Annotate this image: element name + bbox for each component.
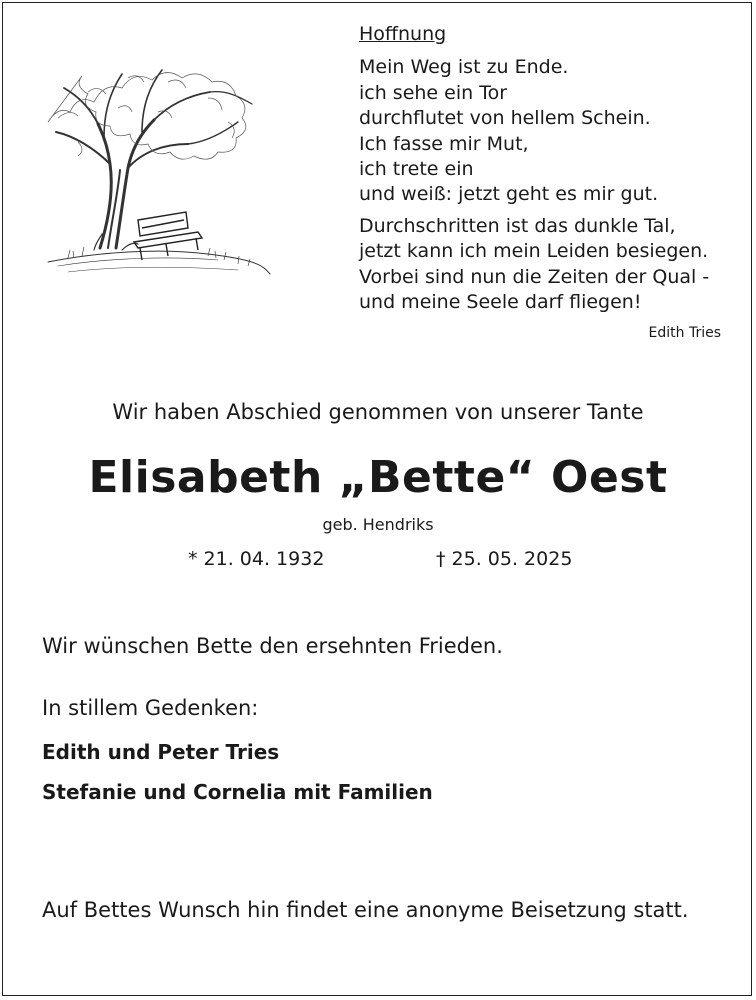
- poem-title: Hoffnung: [359, 23, 447, 45]
- tree-with-bench-icon: [38, 52, 274, 284]
- memory-text: In stillem Gedenken:: [42, 696, 259, 720]
- poem-line: Mein Weg ist zu Ende.: [359, 56, 569, 79]
- poem-line: durchflutet von hellem Schein.: [359, 107, 651, 130]
- poem-line: ich sehe ein Tor: [359, 81, 508, 104]
- intro-text: Wir haben Abschied genommen von unserer Tante: [112, 400, 644, 424]
- maiden-name: geb. Hendriks: [322, 515, 434, 534]
- poem-line: Ich fasse mir Mut,: [359, 132, 529, 155]
- poem-line: jetzt kann ich mein Leiden besiegen.: [359, 240, 709, 263]
- poem-line: Vorbei sind nun die Zeiten der Qual -: [359, 265, 710, 288]
- signatory: Edith und Peter Tries: [42, 740, 280, 764]
- poem-line: Durchschritten ist das dunkle Tal,: [359, 214, 676, 237]
- poem-line: und meine Seele darf fliegen!: [359, 291, 642, 314]
- poem-stanza-2: [359, 214, 721, 316]
- wish-text: Wir wünschen Bette den ersehnten Frieden.: [42, 634, 503, 658]
- deceased-name: Elisabeth „Bette“ Oest: [88, 452, 668, 503]
- poem-line: und weiß: jetzt geht es mir gut.: [359, 183, 659, 206]
- poem-author: Edith Tries: [648, 325, 721, 342]
- poem-line: ich trete ein: [359, 158, 474, 181]
- poem: [359, 22, 721, 347]
- death-date: † 25. 05. 2025: [436, 548, 573, 570]
- burial-note: Auf Bettes Wunsch hin findet eine anonyme Beisetzung statt.: [42, 898, 689, 922]
- poem-stanza-1: [359, 55, 721, 207]
- signatory: Stefanie und Cornelia mit Familien: [42, 780, 433, 804]
- birth-date: * 21. 04. 1932: [188, 548, 325, 570]
